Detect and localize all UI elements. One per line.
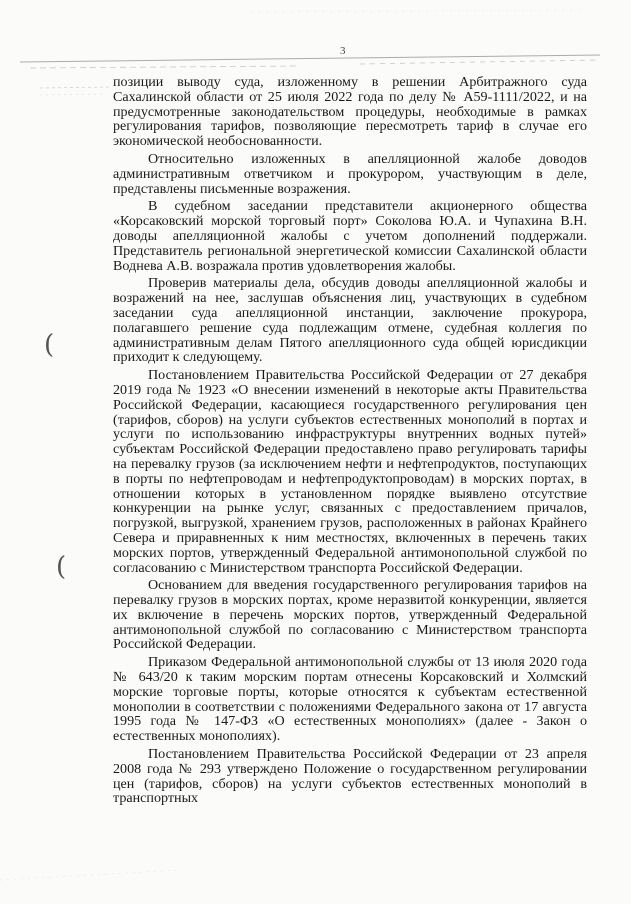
paragraph: В судебном заседании представители акционерного общества «Корсаковский морской торговый порт» Соколова Ю.А. и Чупахина В.Н. доводы апелляционной жалобы с учетом дополнений поддержали. Представитель региональной энергетической комиссии Сахалинской области Воднева А.В. возражала против удовлетворения жалобы. (113, 198, 587, 274)
page-number: 3 (340, 45, 346, 57)
document-body (113, 75, 587, 806)
paragraph: Постановлением Правительства Российской Федерации от 27 декабря 2019 года № 1923 «О внесении изменений в некоторые акты Правительства Российской Федерации, касающиеся государственного регулирования цен (тарифов, сборов) на услуги субъектов естественных монополий в портах и услуги по использованию инфраструктуры внутренних водных путей» субъектам Российской Федерации предоставлено право регулировать тарифы на перевалку грузов (за исключением нефти и нефтепродуктов, поступающих в порты по нефтепроводам и нефтепродуктопроводам) в морских портах, в отношении которых в установленном порядке выявлено отсутствие конкуренции на рынке услуг, связанных с предоставлением причалов, погрузкой, выгрузкой, хранением грузов, расположенных в районах Крайнего Севера и приравненных к ним местностях, включенных в перечень таких морских портов, утвержденный Федеральной антимонопольной службой по согласованию с Министерством транспорта Российской Федерации. (113, 367, 587, 576)
margin-mark-lower: ( (56, 552, 67, 582)
paragraph: Относительно изложенных в апелляционной жалобе доводов административным ответчиком и прокурором, участвующим в деле, представлены письменные возражения. (113, 150, 587, 197)
margin-mark-upper: ( (44, 330, 55, 360)
paragraph: Постановлением Правительства Российской Федерации от 23 апреля 2008 года № 293 утверждено Положение о государственном регулировании цен (тарифов, сборов) на услуги субъектов естественных монополий в транспортных (113, 746, 587, 807)
paragraph: Проверив материалы дела, обсудив доводы апелляционной жалобы и возражений на нее, заслушав объяснения лиц, участвующих в судебном заседании суда апелляционной инстанции, заключение прокурора, полагавшего решение суда подлежащим отмене, судебная коллегия по административным делам Пятого апелляционного суда общей юрисдикции приходит к следующему. (113, 275, 587, 366)
paragraph: позиции выводу суда, изложенному в решении Арбитражного суда Сахалинской области от 25 июля 2022 года по делу № А59-1111/2022, и на предусмотренные законодательством процедуры, необходимые в рамках регулирования тарифов, позволяющие пересмотреть тариф в случае его экономической необоснованности. (113, 74, 587, 150)
paragraph: Основанием для введения государственного регулирования тарифов на перевалку грузов в морских портах, кроме неразвитой конкуренции, является их включение в перечень морских портов, утвержденный Федеральной антимонопольной службой по согласованию с Министерством транспорта Российской Федерации. (113, 577, 587, 653)
paragraph: Приказом Федеральной антимонопольной службы от 13 июля 2020 года № 643/20 к таким морским портам отнесены Корсаковский и Холмский морские торговые порты, которые относятся к субъектам естественной монополии в соответствии с положениями Федерального закона от 17 августа 1995 года № 147-ФЗ «О естественных монополиях» (далее - Закон о естественных монополиях). (113, 654, 587, 745)
